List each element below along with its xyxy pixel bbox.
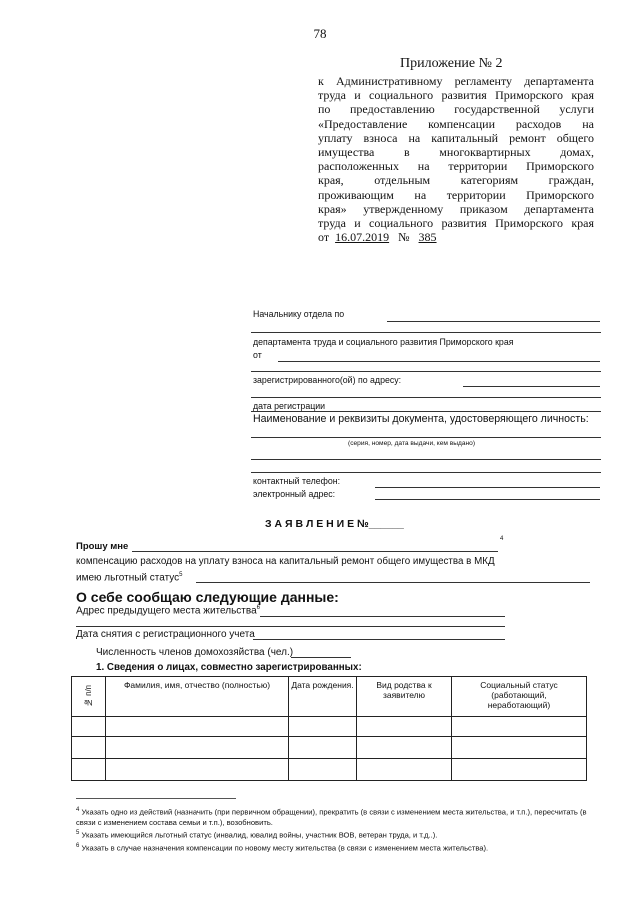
table-section-title: 1. Сведения о лицах, совместно зарегистрированных: (96, 662, 362, 673)
status-label-text: имею льготный статус (76, 572, 180, 584)
reg-date-label: дата регистрации (253, 401, 326, 411)
about-heading: О себе сообщаю следующие данные: (76, 589, 339, 605)
appendix-line: труда и социального развития Приморского края (318, 216, 594, 231)
family-table (71, 676, 587, 781)
email-field[interactable] (375, 499, 600, 500)
address-field-2[interactable] (251, 397, 601, 398)
phone-label: контактный телефон: (253, 476, 341, 486)
head-field[interactable] (387, 321, 600, 322)
request-text: компенсацию расходов на уплату взноса на капитальный ремонт общего имущества в МКД (76, 556, 495, 567)
table-cell[interactable] (452, 737, 587, 759)
appendix-line: к Административному регламенту департамента (318, 74, 594, 88)
department-label: департамента труда и социального развития Приморского края (253, 337, 514, 347)
table-cell[interactable] (357, 737, 452, 759)
status-label (76, 572, 183, 583)
footnote-5: $^5$ Указать имеющийся льготный статус (инвалид, ювалид войны, участник ВОВ, ветеран труда, и т.д..). (76, 829, 438, 840)
footnotes (76, 805, 588, 853)
page-number: 78 (313, 26, 327, 41)
appendix-line: «Предоставление компенсации расходов на (318, 116, 594, 131)
prev-address-text: Адрес предыдущего места жительства (76, 605, 257, 617)
table-cell[interactable] (452, 717, 587, 737)
reg-date-field[interactable] (251, 411, 601, 412)
document-field[interactable] (251, 437, 601, 438)
order-number: 385 (418, 230, 437, 245)
table-cell[interactable] (452, 759, 587, 781)
footnote-6: $^6$ Указать в случае назначения компенсации по новому месту жительства (в связи с изменением места жительства). (76, 842, 489, 853)
document-field-2[interactable] (251, 459, 601, 460)
table-cell[interactable] (72, 759, 106, 781)
head-field-2[interactable] (251, 332, 601, 333)
table-cell[interactable] (357, 717, 452, 737)
status-footnote-ref: 5 (179, 572, 183, 578)
appendix-title: Приложение № 2 (400, 56, 503, 71)
col-status-header: Социальный статус (работающий, неработающий) (452, 677, 587, 717)
table-cell[interactable] (289, 737, 357, 759)
household-label: Численность членов домохозяйства (чел.) (96, 647, 294, 658)
col-name-header: Фамилия, имя, отчество (полностью) (106, 677, 289, 717)
document-hint: (серия, номер, дата выдачи, кем выдано) (348, 440, 476, 447)
footnote-4: $^4$ Указать одно из действий (назначить (при первичном обращении), прекратить (в связи с изменением места жительства, и т.п.), пересчитать (в связи с изменением состава семьи и т.п.), возобновить. (76, 807, 587, 827)
address-field[interactable] (463, 386, 600, 387)
appendix-line: труда и социального развития Приморского края (318, 88, 594, 103)
date-prefix: от (318, 230, 330, 245)
order-date: 16.07.2019 (335, 230, 390, 245)
table-row (72, 717, 587, 737)
appendix-line: расположенных на территории Приморского (318, 159, 594, 174)
appendix-date-line (318, 230, 594, 244)
document-label: Наименование и реквизиты документа, удостоверяющего личность: (253, 413, 589, 425)
head-label: Начальнику отдела по (253, 309, 345, 319)
from-field-2[interactable] (251, 371, 601, 372)
request-label: Прошу мне (76, 541, 129, 552)
document-field-3[interactable] (251, 472, 601, 473)
request-field[interactable] (132, 551, 498, 552)
appendix-line: имущества в многоквартирных домах, (318, 145, 594, 160)
footnote-separator (76, 798, 236, 799)
household-field[interactable] (291, 657, 351, 658)
phone-field[interactable] (375, 487, 600, 488)
table-header-row (72, 677, 587, 717)
table-cell[interactable] (106, 737, 289, 759)
table-cell[interactable] (72, 717, 106, 737)
prev-address-label (76, 605, 260, 616)
statement-heading: З А Я В Л Е Н И Е №______ (265, 518, 404, 530)
table-row (72, 759, 587, 781)
appendix-line: края» утвержденному приказом департамента (318, 201, 594, 216)
table-cell[interactable] (357, 759, 452, 781)
registered-label: зарегистрированного(ой) по адресу: (253, 375, 402, 385)
email-label: электронный адрес: (253, 489, 336, 499)
table-cell[interactable] (106, 717, 289, 737)
from-field[interactable] (278, 361, 600, 362)
request-footnote-ref: 4 (500, 536, 504, 542)
table-cell[interactable] (106, 759, 289, 781)
number-prefix: № (398, 230, 410, 245)
appendix-line: края, отдельным категориям граждан, (318, 173, 594, 188)
appendix-line: проживающим на территории Приморского (318, 187, 594, 202)
prev-address-field[interactable] (260, 616, 505, 617)
col-number-header: № п/п (72, 677, 106, 717)
prev-address-field-2[interactable] (76, 626, 505, 627)
appendix-text (318, 74, 594, 244)
col-relation-header: Вид родства к заявителю (357, 677, 452, 717)
table-cell[interactable] (289, 717, 357, 737)
table-row (72, 737, 587, 759)
table-cell[interactable] (289, 759, 357, 781)
prev-address-footnote-ref: 6 (256, 605, 260, 611)
appendix-line: уплату взноса на капитальный ремонт общего (318, 130, 594, 145)
from-label: от (253, 350, 262, 360)
table-cell[interactable] (72, 737, 106, 759)
dereg-date-field[interactable] (253, 639, 505, 640)
col-birthdate-header: Дата рождения. (289, 677, 357, 717)
status-field[interactable] (196, 582, 590, 583)
dereg-date-label: Дата снятия с регистрационного учета (76, 629, 255, 640)
appendix-line: по предоставлению государственной услуги (318, 102, 594, 117)
